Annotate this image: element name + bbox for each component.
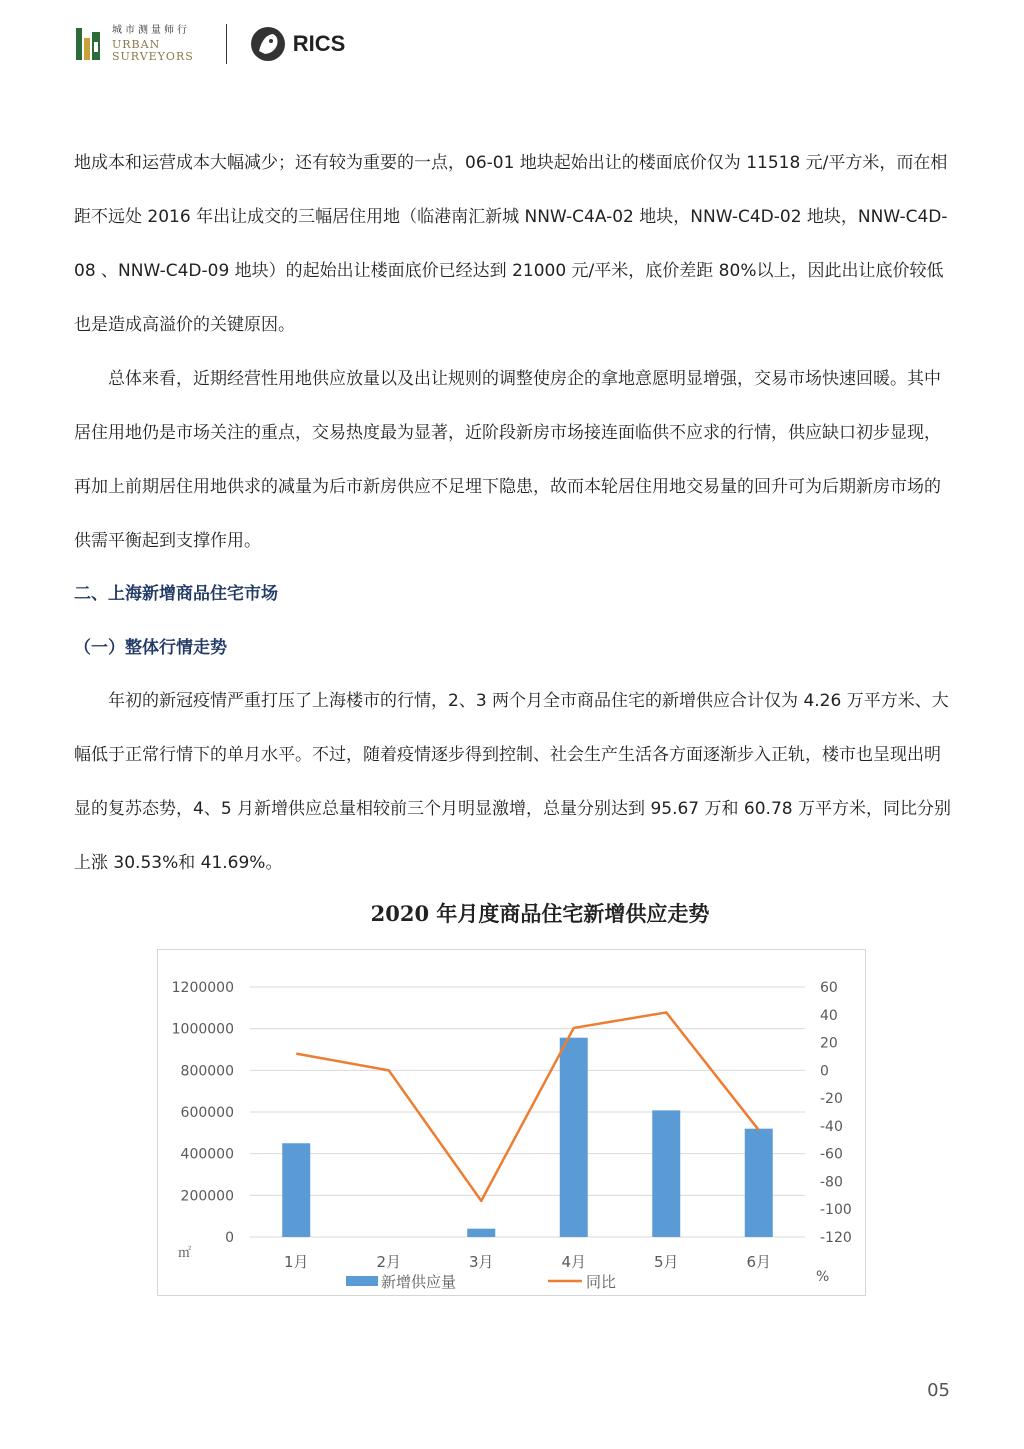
right-tick-label: 60	[820, 980, 838, 996]
rics-text: RICS	[292, 31, 346, 56]
right-tick-label: 0	[820, 1063, 829, 1080]
yoy-line	[296, 1012, 759, 1200]
left-tick-label: 800000	[180, 1063, 234, 1080]
section-heading: 二、上海新增商品住宅市场	[74, 584, 278, 604]
urban-surveyors-logo-icon	[74, 24, 104, 64]
right-tick-label: -100	[820, 1202, 852, 1219]
rics-lion-icon	[249, 25, 287, 63]
supply-chart	[158, 950, 865, 1295]
bar	[745, 1129, 773, 1237]
chart-title: 2020 年月度商品住宅新增供应走势	[370, 901, 710, 926]
bar	[560, 1038, 588, 1237]
right-tick-label: 20	[820, 1035, 838, 1052]
subsection-heading: （一）整体行情走势	[74, 638, 227, 658]
category-label: 1月	[283, 1253, 309, 1271]
left-tick-label: 600000	[180, 1105, 234, 1121]
legend-label-line: 同比	[586, 1273, 617, 1291]
paragraph-2: 总体来看，近期经营性用地供应放量以及出让规则的调整使房企的拿地意愿明显增强，交易市场快速回暖。其中居住用地仍是市场关注的重点，交易热度最为显著，近阶段新房市场接连面临供不应求的行情，供应缺口初步显现，再加上前期居住用地供求的减量为后市新房供应不足埋下隐患，故而本轮居住用地交易量的回升可为后期新房市场的供需平衡起到支撑作用。	[74, 369, 941, 551]
bar	[467, 1229, 495, 1237]
chart-frame	[157, 949, 866, 1296]
right-tick-label: 40	[820, 1007, 838, 1024]
paragraph-3: 年初的新冠疫情严重打压了上海楼市的行情，2、3 两个月全市商品住宅的新增供应合计仅为 4.26 万平方米、大幅低于正常行情下的单月水平。不过，随着疫情逐步得到控制、社会生产生活各方面逐渐步入正轨，楼市也呈现出明显的复苏态势，4、5 月新增供应总量相较前三个月明显激增，总量分别达到 95.67 万和 60.78 万平方米，同比分别上涨 30.53%和 41.69%。	[74, 691, 951, 873]
right-tick-label: -20	[820, 1091, 843, 1108]
category-label: 3月	[468, 1253, 494, 1271]
legend-swatch-bar	[346, 1276, 378, 1286]
bar	[282, 1143, 310, 1237]
right-tick-label: -80	[820, 1174, 843, 1191]
left-axis-unit: ㎡	[178, 1246, 192, 1261]
category-label: 2月	[376, 1253, 402, 1271]
category-label: 4月	[561, 1253, 587, 1271]
paragraph-1: 地成本和运营成本大幅减少；还有较为重要的一点，06-01 地块起始出让的楼面底价仅为 11518 元/平方米，而在相距不远处 2016 年出让成交的三幅居住用地（临港南汇新城 NNW-C4A-02 地块，NNW-C4D-02 地块，NNW-C4D-08 、NNW-C4D-09 地块）的起始出让楼面底价已经达到 21000 元/平米，底价差距 80%以上，因此出让底价较低也是造成高溢价的关键原因。	[74, 153, 948, 335]
right-tick-label: -60	[820, 1146, 843, 1163]
logo-cn-name: 城市测量师行	[112, 25, 190, 36]
left-tick-label: 0	[225, 1230, 234, 1246]
right-axis-unit: %	[816, 1269, 830, 1285]
category-label: 6月	[746, 1253, 772, 1271]
left-tick-label: 1200000	[171, 980, 234, 996]
page-header	[74, 22, 345, 66]
urban-surveyors-wordmark	[112, 26, 194, 62]
left-tick-label: 200000	[180, 1188, 234, 1205]
right-tick-label: -120	[820, 1230, 852, 1246]
legend-label-bar: 新增供应量	[381, 1273, 457, 1291]
header-divider	[226, 24, 227, 64]
page-number: 05	[927, 1380, 950, 1401]
category-label: 5月	[653, 1253, 679, 1271]
left-tick-label: 1000000	[171, 1021, 234, 1038]
rics-logo	[249, 25, 346, 63]
logo-en-line1: URBAN	[112, 38, 161, 51]
right-tick-label: -40	[820, 1118, 843, 1135]
bar	[652, 1110, 680, 1237]
logo-en-line2: SURVEYORS	[112, 50, 194, 63]
left-tick-label: 400000	[180, 1146, 234, 1163]
